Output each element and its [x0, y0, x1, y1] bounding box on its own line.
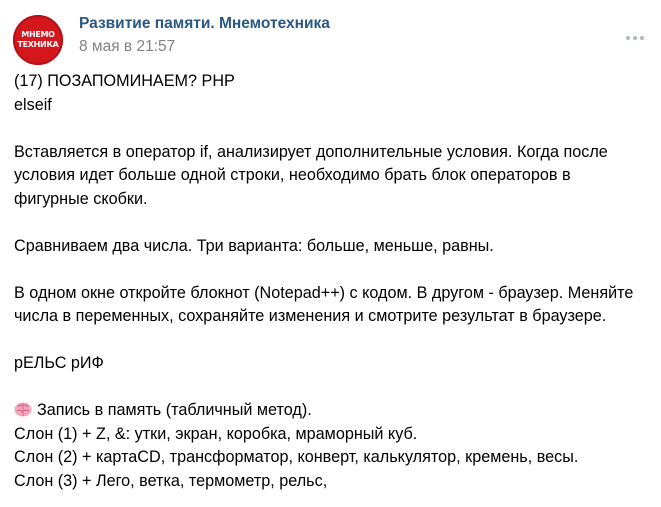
brain-emoji-icon	[14, 401, 32, 417]
avatar-text-line2: ТЕХНИКА	[17, 40, 59, 49]
memo-heading-text: Запись в память (табличный метод).	[37, 401, 312, 419]
post-author-link[interactable]: Развитие памяти. Мнемотехника	[79, 15, 330, 32]
community-avatar[interactable]	[13, 15, 63, 65]
paragraph-1-line-1: Вставляется в оператор if, анализирует дополнительные условия. Когда после	[14, 142, 608, 161]
paragraph-3-line-1: В одном окне откройте блокнот (Notepad++) с кодом. В другом - браузер. Меняйте	[14, 283, 634, 302]
post-title-line: (17) ПОЗАПОМИНАЕМ? PHP	[14, 72, 235, 90]
paragraph-2: Сравниваем два числа. Три варианта: больше, меньше, равны.	[14, 236, 494, 255]
memo-line-1: Слон (1) + Z, &: утки, экран, коробка, мраморный куб.	[14, 424, 418, 443]
memo-line-3: Слон (3) + Лего, ветка, термометр, рельс,	[14, 471, 328, 490]
paragraph-1-line-3: фигурные скобки.	[14, 189, 148, 208]
post-date-link[interactable]: 8 мая в 21:57	[79, 38, 176, 55]
more-dots-icon	[625, 36, 646, 40]
memo-line-2: Слон (2) + картаCD, трансформатор, конверт, калькулятор, кремень, весы.	[14, 448, 579, 466]
post-text	[14, 70, 654, 493]
paragraph-4: рЕЛЬС рИФ	[14, 354, 104, 372]
paragraph-3-line-2: числа в переменных, сохраняйте изменения и смотрите результат в браузере.	[14, 307, 607, 325]
avatar-text-line1: МНЕМО	[21, 30, 55, 39]
post-more-button[interactable]	[622, 28, 648, 48]
post-keyword-line: elseif	[14, 95, 52, 114]
paragraph-1-line-2: условия идет больше одной строки, необходимо брать блок операторов в	[14, 166, 571, 184]
memo-heading-line	[14, 399, 654, 423]
